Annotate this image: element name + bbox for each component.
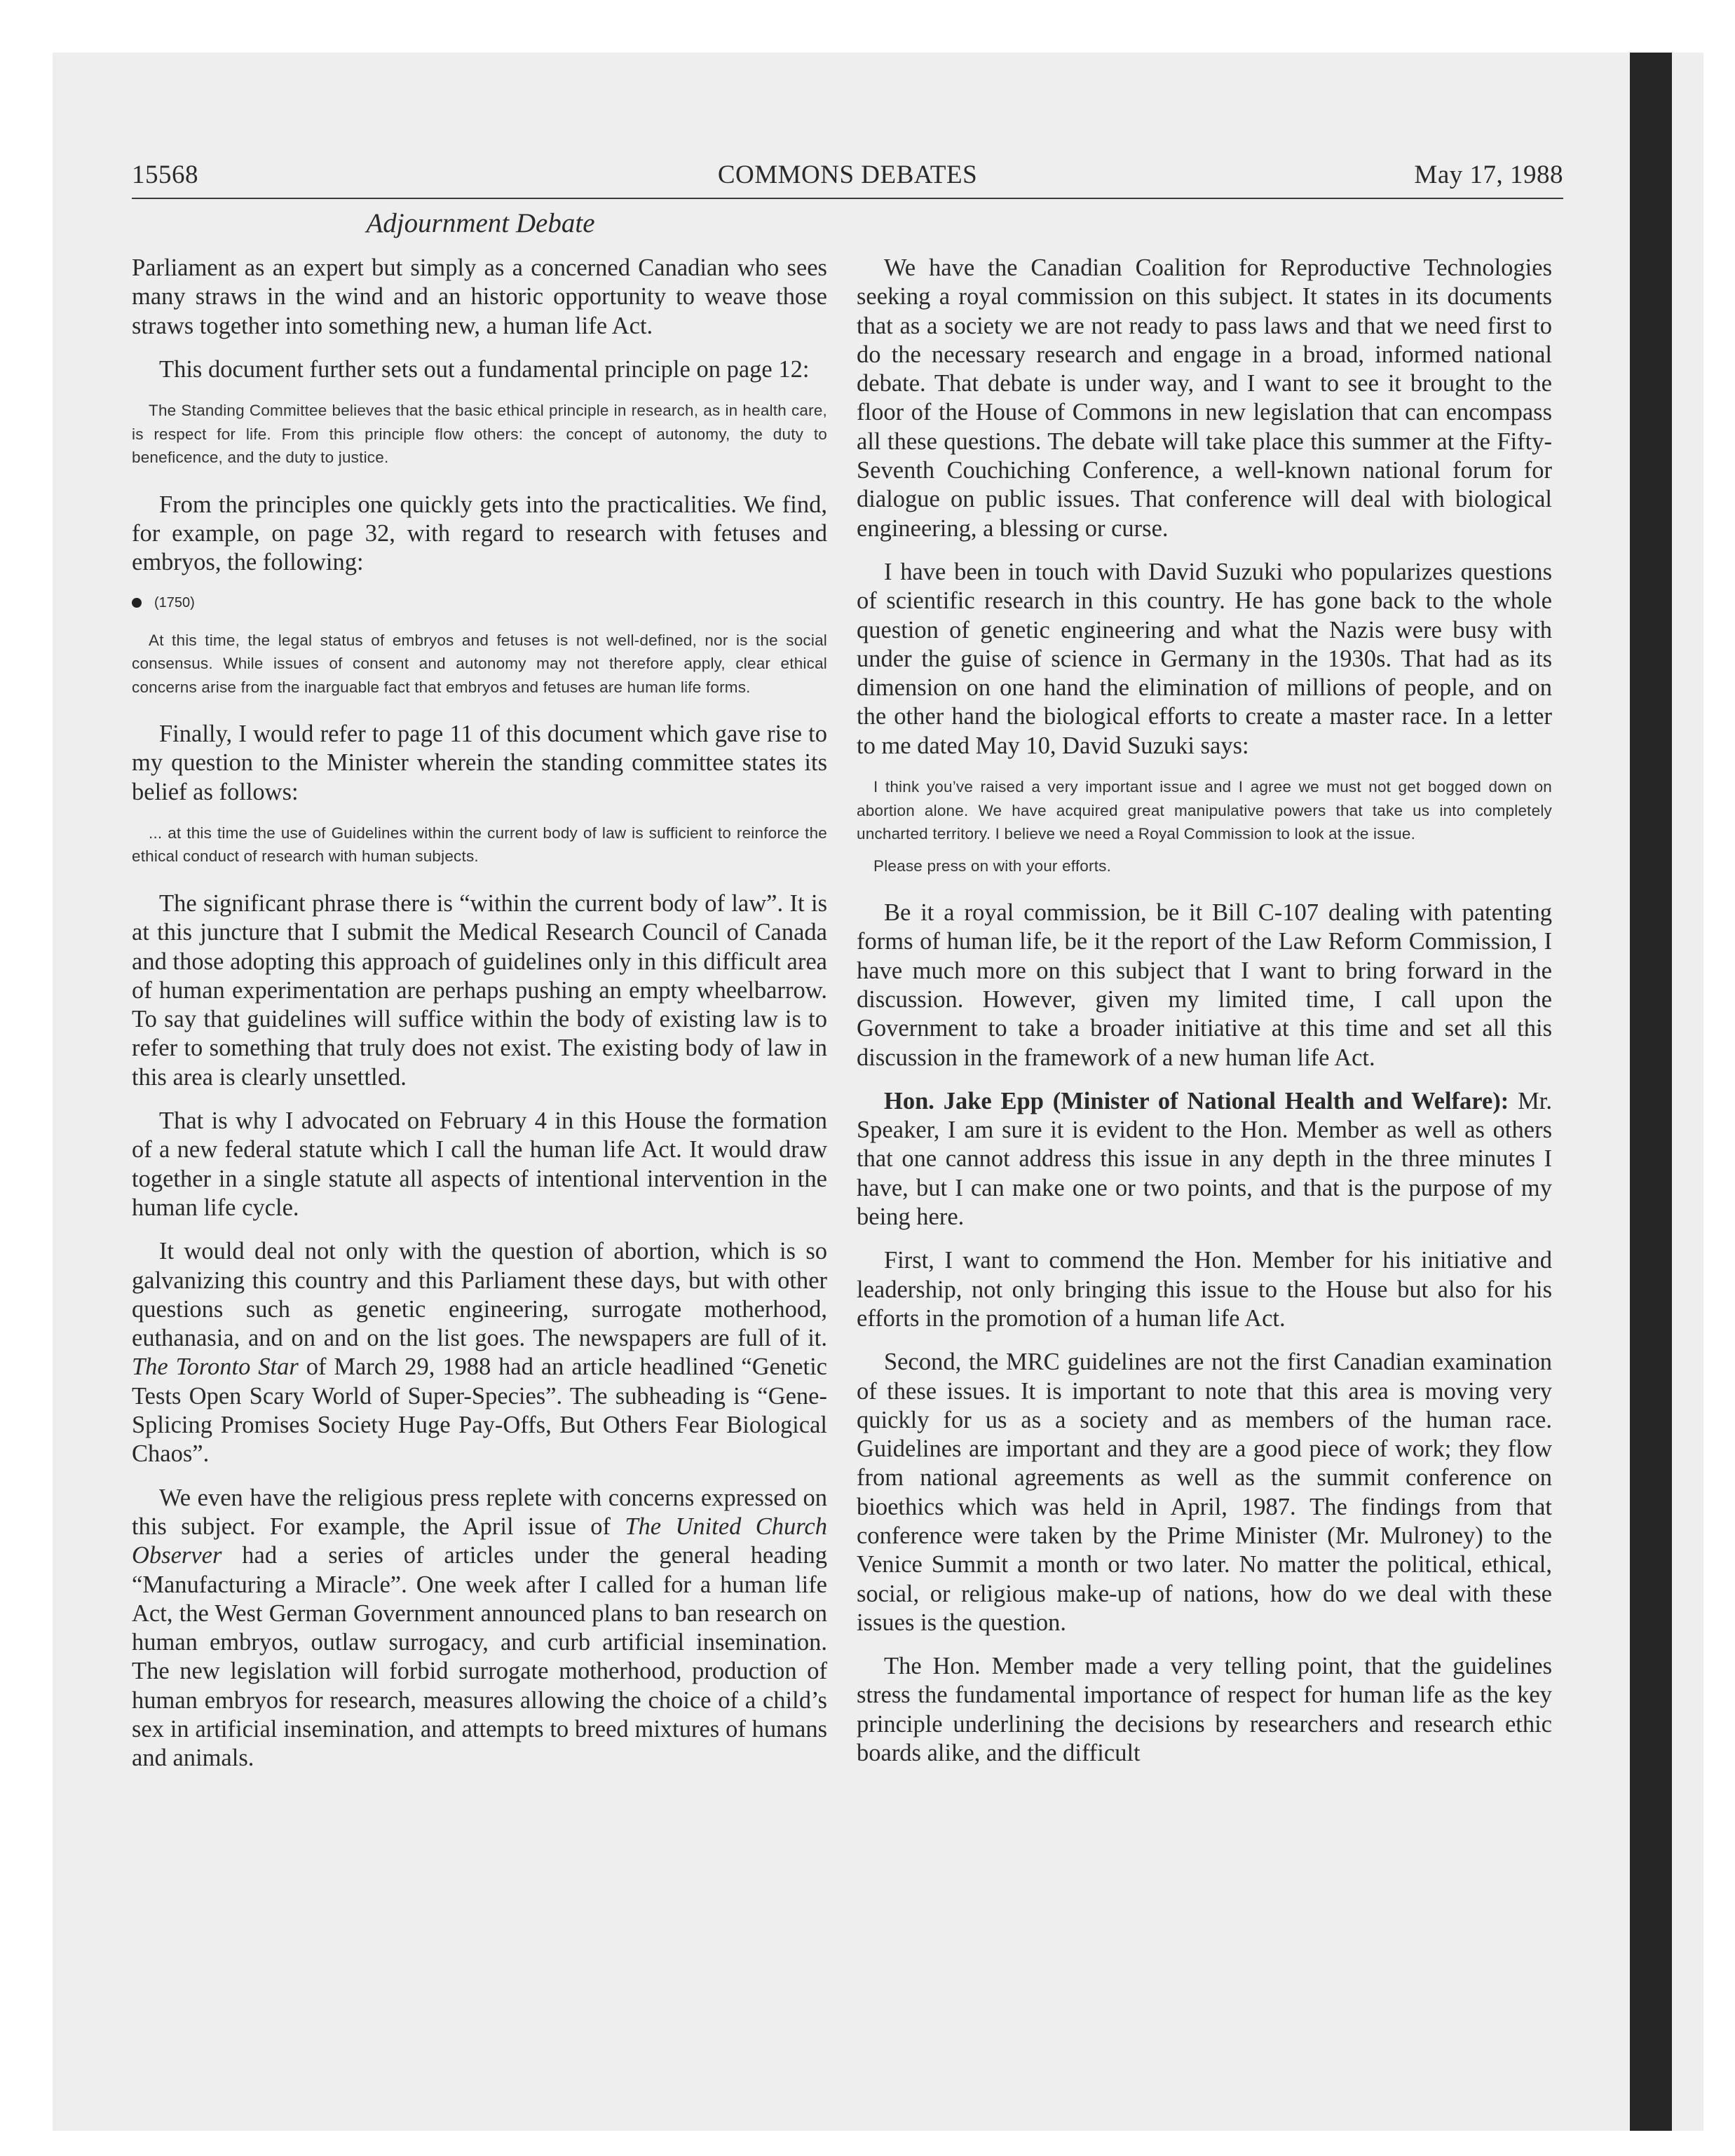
block-quote: The Standing Committee believes that the basic ethical principle in research, as in health care, is respect for life. From this principle flow others: the concept of autonomy, the duty to beneficence, and the duty to justice. bbox=[132, 402, 827, 467]
paragraph-text: It would deal not only with the question of abortion, which is so galvanizing this country and this Parliament these days, but with other questions such as genetic engineering, surrogate motherhood, euthanasia, and on and on the list goes. The newspapers are full of it. bbox=[132, 1238, 827, 1352]
paragraph: I have been in touch with David Suzuki who popularizes questions of scientific research in this country. He has gone back to the whole question of genetic engineering and what the Nazis were busy with under the guise of science in Germany in the 1930s. That had as its dimension on one hand the elimination of millions of people, and on the other hand the biological efforts to create a master race. In a letter to me dated May 10, David Suzuki says: bbox=[857, 558, 1552, 759]
bullet-icon bbox=[132, 598, 142, 608]
paragraph: This document further sets out a fundamental principle on page 12: bbox=[159, 355, 810, 383]
header-rule bbox=[132, 198, 1563, 199]
speaker-name: Hon. Jake Epp (Minister of National Health and Welfare): bbox=[884, 1087, 1509, 1114]
time-marker-text: (1750) bbox=[154, 594, 195, 610]
time-marker bbox=[132, 592, 827, 613]
paragraph: From the principles one quickly gets into the practicalities. We find, for example, on page 32, with regard to research with fetuses and embryos, the following: bbox=[132, 491, 827, 576]
publication-title: COMMONS DEBATES bbox=[717, 161, 978, 189]
block-quote: I think you’ve raised a very important issue and I agree we must not get bogged down on abortion alone. We have acquired great manipulative powers that take us into completely uncharted territory. I believe we need a Royal Commission to look at the issue. bbox=[857, 778, 1552, 843]
block-quote: Please press on with your efforts. bbox=[873, 857, 1112, 875]
paragraph-text: had a series of articles under the general heading “Manufacturing a Miracle”. One week after I called for a human life Act, the West German Government announced plans to ban research on human embryos, outlaw surrogacy, and curb artificial insemination. The new legislation will forbid surrogate motherhood, production of human embryos for research, measures allowing the choice of a child’s sex in artificial insemination, and attempts to breed mixtures of humans and animals. bbox=[132, 1542, 827, 1772]
header-date: May 17, 1988 bbox=[1414, 161, 1563, 189]
paragraph-text: We even have the religious press replete with concerns expressed on this subject. For example, the April issue of bbox=[132, 1484, 827, 1540]
section-title: Adjournment Debate bbox=[366, 208, 595, 238]
paragraph-text: of March 29, 1988 had an article headlined “Genetic Tests Open Scary World of Super-Species”. The subheading is “Gene-Splicing Promises Society Huge Pay-Offs, But Others Fear Biological Chaos”. bbox=[132, 1353, 827, 1468]
page-header bbox=[132, 160, 1563, 199]
page-number: 15568 bbox=[132, 161, 198, 189]
paragraph: We have the Canadian Coalition for Reproductive Technologies seeking a royal commission on this subject. It states in its documents that as a society we are not ready to pass laws and that we need first to do the necessary research and engage in a broad, informed national debate. That debate is under way, and I want to see it brought to the floor of the House of Commons in new legislation that can encompass all these questions. The debate will take place this summer at the Fifty-Seventh Couchiching Conference, a well-known national forum for dialogue on public issues. That conference will deal with biological engineering, a blessing or curse. bbox=[857, 254, 1552, 542]
block-quote: ... at this time the use of Guidelines within the current body of law is sufficient to reinforce the ethical conduct of research with human subjects. bbox=[132, 824, 827, 866]
left-column bbox=[132, 254, 827, 1788]
paragraph: The significant phrase there is “within the current body of law”. It is at this juncture that I submit the Medical Research Council of Canada and those adopting this approach of guidelines only in this difficult area of human experimentation are perhaps pushing an empty wheelbarrow. To say that guidelines will suffice within the body of existing law is to refer to something that truly does not exist. The existing body of law in this area is clearly unsettled. bbox=[132, 889, 827, 1091]
publication-name: The United Church Observer bbox=[132, 1513, 827, 1569]
paragraph: Be it a royal commission, be it Bill C-107 dealing with patenting forms of human life, be it the report of the Law Reform Commission, I have much more on this subject that I want to bring forward in the discussion. However, given my limited time, I call upon the Government to take a broader initiative at this time and set all this discussion in the framework of a new human life Act. bbox=[857, 899, 1552, 1071]
block-quote: At this time, the legal status of embryos and fetuses is not well-defined, nor is the social consensus. While issues of consent and autonomy may not therefore apply, clear ethical concerns arise from the inarguable fact that embryos and fetuses are human life forms. bbox=[132, 631, 827, 696]
paragraph: Parliament as an expert but simply as a concerned Canadian who sees many straws in the wind and an historic opportunity to weave those straws together into something new, a human life Act. bbox=[132, 254, 827, 339]
paragraph bbox=[857, 1087, 1552, 1231]
paragraph: The Hon. Member made a very telling point, that the guidelines stress the fundamental importance of respect for human life as the key principle underlining the decisions by researchers and research ethic boards alike, and the difficult bbox=[857, 1653, 1552, 1767]
paragraph bbox=[132, 1237, 827, 1468]
paragraph bbox=[132, 1484, 827, 1773]
paragraph-text: Mr. Speaker, I am sure it is evident to the Hon. Member as well as others that one cannot address this issue in any depth in the three minutes I have, but I can make one or two points, and that is the purpose of my being here. bbox=[857, 1087, 1553, 1231]
binding-edge bbox=[1630, 53, 1672, 2131]
paragraph: Finally, I would refer to page 11 of this document which gave rise to my question to the Minister wherein the standing committee states its belief as follows: bbox=[132, 721, 827, 805]
paragraph: First, I want to commend the Hon. Member for his initiative and leadership, not only bringing this issue to the House but also for his efforts in the promotion of a human life Act. bbox=[857, 1247, 1552, 1332]
right-column bbox=[857, 254, 1552, 1782]
newspaper-title: The Toronto Star bbox=[132, 1353, 299, 1381]
paragraph: That is why I advocated on February 4 in this House the formation of a new federal statute which I call the human life Act. It would draw together in a single statute all aspects of intentional intervention in the human life cycle. bbox=[132, 1107, 827, 1221]
paragraph: Second, the MRC guidelines are not the first Canadian examination of these issues. It is important to note that this area is moving very quickly for us as a society and as members of the human race. Guidelines are important and they are a good piece of work; they flow from national agreements as well as the summit conference on bioethics which was held in April, 1987. The findings from that conference were taken by the Prime Minister (Mr. Mulroney) to the Venice Summit a month or two later. No matter the political, ethical, social, or religious make-up of nations, how do we deal with these issues is the question. bbox=[857, 1349, 1552, 1636]
